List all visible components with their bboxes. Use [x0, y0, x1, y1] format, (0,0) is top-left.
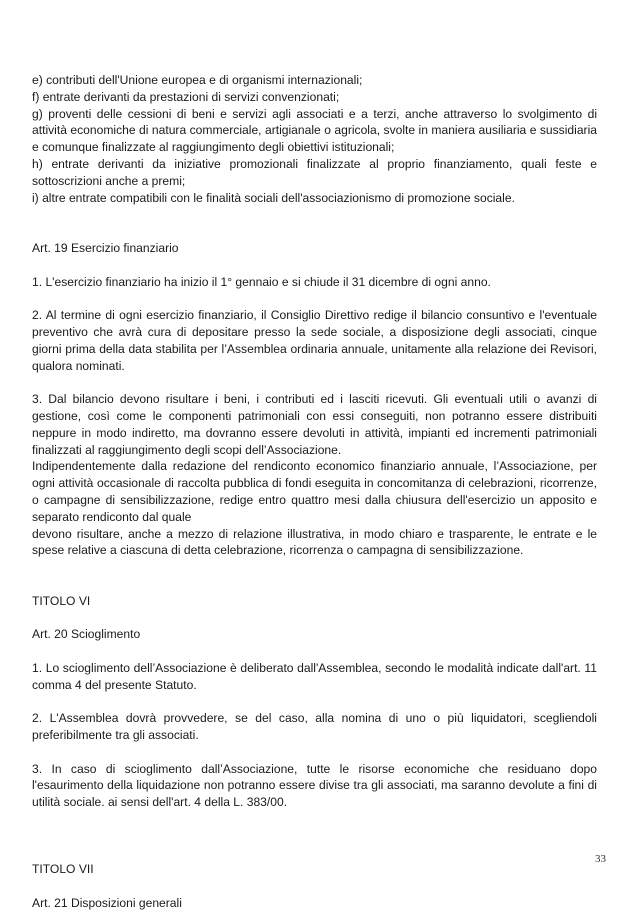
art20-paragraph-2: 2. L'Assemblea dovrà provvedere, se del caso, alla nomina di uno o più liquidatori, scegliendoli preferibilmente tra gli associati. — [32, 711, 597, 743]
art19-paragraph-3: 3. Dal bilancio devono risultare i beni, i contributi ed i lasciti ricevuti. Gli eventuali utili o avanzi di gestione, così come le componenti patrimoniali con essi conseguiti, non potranno essere distribuiti neppure in modo indiretto, ma dovranno essere devoluti in attività, impianti ed incrementi patrimoniali finalizzati al raggiungimento degli scopi dell’Associazione. — [32, 392, 597, 457]
art19-paragraph-1: 1. L'esercizio finanziario ha inizio il 1° gennaio e si chiude il 31 dicembre di ogni anno. — [32, 274, 491, 289]
art20-heading: Art. 20 Scioglimento — [32, 627, 141, 642]
list-item-f: f) entrate derivanti da prestazioni di servizi convenzionati; — [32, 89, 340, 104]
art19-paragraph-4a: Indipendentemente dalla redazione del rendiconto economico finanziario annuale, l’Associazione, per ogni attività occasionale di raccolta pubblica di fondi eseguita in concomitanza di celebrazioni, ricorrenze, o campagne di sensibilizzazione, redige entro quattro mesi dalla chiusura dell'esercizio un apposito e separato rendiconto dal quale — [32, 459, 597, 524]
art20-paragraph-3: 3. In caso di scioglimento dall’Associazione, tutte le risorse economiche che residuano dopo l'esaurimento della liquidazione non potranno essere divise tra gli associati, ma saranno devolute a fini di utilità sociale. ai sensi dell'art. 4 della L. 383/00. — [32, 761, 597, 810]
titolo-vi-title: TITOLO VI — [32, 593, 91, 608]
page-number: 33 — [595, 853, 606, 865]
art19-paragraph-4b: devono risultare, anche a mezzo di relazione illustrativa, in modo chiaro e trasparente, le entrate e le spese relative a ciascuna di detta celebrazione, ricorrenza o campagna di sensibilizzazione. — [32, 526, 597, 558]
list-item-i: i) altre entrate compatibili con le finalità sociali dell'associazionismo di promozione sociale. — [32, 190, 515, 205]
art21-heading: Art. 21 Disposizioni generali — [32, 896, 182, 911]
list-item-e: e) contributi dell'Unione europea e di organismi internazionali; — [32, 73, 363, 87]
art19-paragraph-2: 2. Al termine di ogni esercizio finanziario, il Consiglio Direttivo redige il bilancio consuntivo e l'eventuale preventivo che avrà cura di depositare presso la sede sociale, a disposizione degli associati, cinque giorni prima della data stabilita per l’Assemblea ordinaria annuale, unitamente alla relazione dei Revisori, qualora nominati. — [32, 308, 597, 373]
statute-text — [32, 72, 597, 912]
art19-heading: Art. 19 Esercizio finanziario — [32, 240, 179, 255]
list-item-h: h) entrate derivanti da iniziative promozionali finalizzate al proprio finanziamento, quali feste e sottoscrizioni anche a premi; — [32, 156, 597, 188]
titolo-vii-title: TITOLO VII — [32, 862, 94, 877]
art20-paragraph-1: 1. Lo scioglimento dell’Associazione è deliberato dall'Assemblea, secondo le modalità indicate dall'art. 11 comma 4 del presente Statuto. — [32, 660, 597, 692]
list-item-g: g) proventi delle cessioni di beni e servizi agli associati e a terzi, anche attraverso lo svolgimento di attività economiche di natura commerciale, artigianale o agricola, svolte in maniera ausiliaria e sussidiaria e comunque finalizzate al raggiungimento degli obiettivi istituzionali; — [32, 106, 597, 155]
